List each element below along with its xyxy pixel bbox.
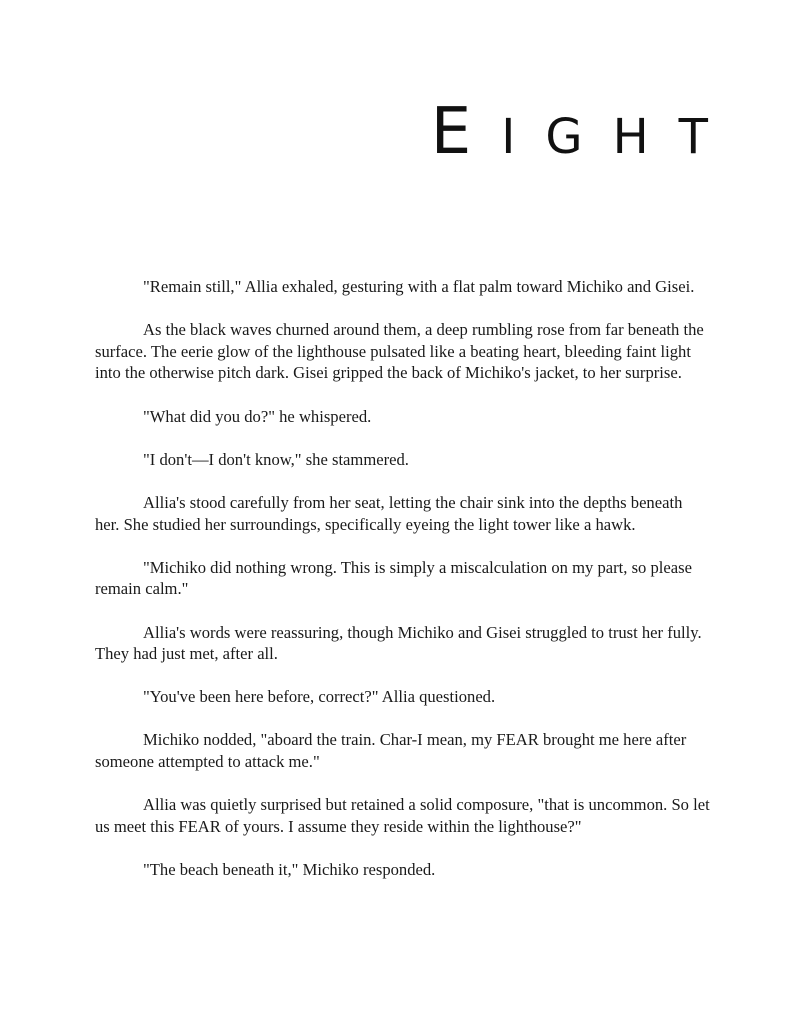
paragraph: "I don't—I don't know," she stammered. [143,449,409,469]
paragraph: Allia's words were reassuring, though Michiko and Gisei struggled to trust her fully. They had just met, after all. [95,622,702,664]
paragraph: Michiko nodded, "aboard the train. Char-I mean, my FEAR brought me here after someone attempted to attack me." [95,730,687,772]
paragraph: Allia's stood carefully from her seat, letting the chair sink into the depths beneath her. She studied her surroundings, specifically eyeing the light tower like a hawk. [95,492,683,534]
paragraph: "The beach beneath it," Michiko responded. [143,860,436,880]
paragraph: "Michiko did nothing wrong. This is simply a miscalculation on my part, so please remain calm." [95,557,692,599]
paragraph: "Remain still," Allia exhaled, gesturing with a flat palm toward Michiko and Gisei. [143,277,695,296]
chapter-title [430,95,708,169]
chapter-title-letter: E [430,95,472,169]
paragraph: "What did you do?" he whispered. [143,406,372,426]
chapter-title-letter: I [501,109,516,165]
chapter-title-letter: G [545,109,583,165]
chapter-title-letter: H [612,109,649,165]
paragraph: "You've been here before, correct?" Allia questioned. [143,687,496,707]
chapter-title-letter: T [678,109,708,165]
chapter-body [95,276,710,902]
paragraph: As the black waves churned around them, a deep rumbling rose from far beneath the surface. The eerie glow of the lighthouse pulsated like a beating heart, bleeding faint light into the otherwise pitch dark. Gisei gripped the back of Michiko's jacket, to her surprise. [95,320,704,383]
paragraph: Allia was quietly surprised but retained a solid composure, "that is uncommon. So let us meet this FEAR of yours. I assume they reside within the lighthouse?" [95,795,710,836]
